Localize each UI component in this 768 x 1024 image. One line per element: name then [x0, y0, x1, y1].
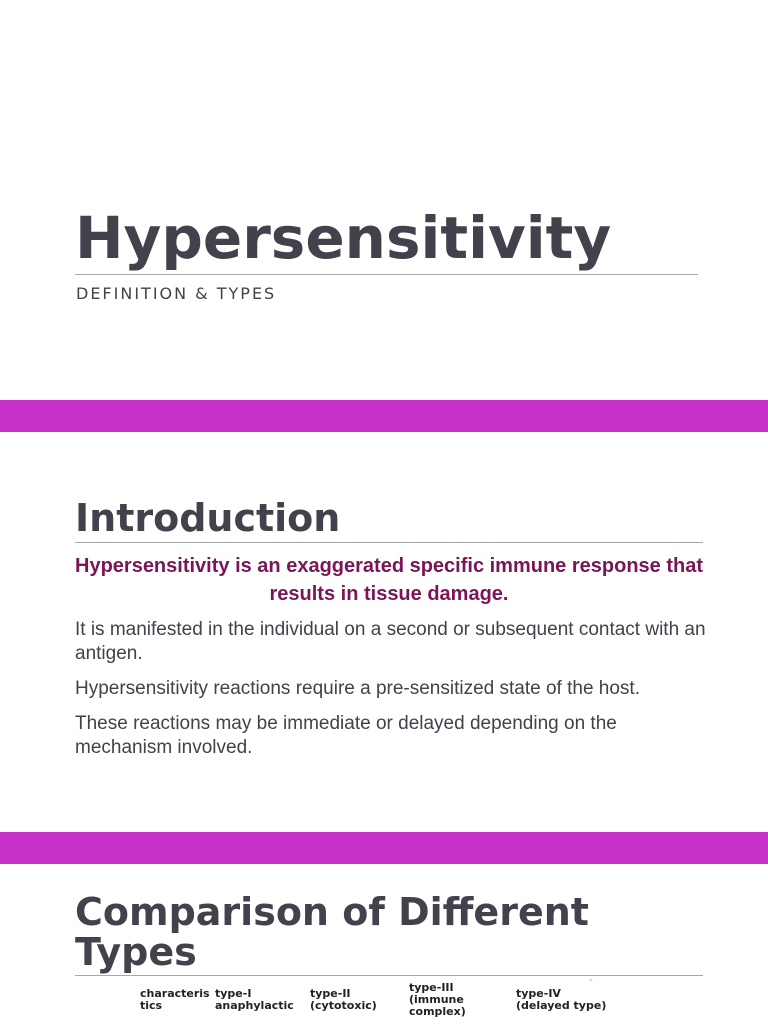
introduction-slide — [0, 432, 768, 832]
introduction-divider — [75, 542, 703, 543]
title-slide — [0, 0, 768, 400]
comparison-title: Comparison of Different Types — [75, 890, 589, 974]
body-paragraph: These reactions may be immediate or delayed depending on the mechanism involved. — [75, 713, 617, 758]
presentation-subtitle: DEFINITION & TYPES — [76, 284, 277, 303]
table-header-cell: type-IV (delayed type) — [516, 987, 607, 1012]
table-header-cell: characteris tics — [140, 987, 210, 1012]
body-paragraph: It is manifested in the individual on a second or subsequent contact with an antigen. — [75, 619, 706, 664]
definition-text: Hypersensitivity is an exaggerated specific immune response that results in tissue damage. — [75, 555, 704, 605]
comparison-divider — [75, 975, 703, 976]
table-header-cell: type-II (cytotoxic) — [310, 987, 377, 1012]
comparison-table-header — [0, 978, 768, 1024]
presentation-title: Hypersensitivity — [75, 204, 612, 272]
table-header-cell: type-I anaphylactic — [215, 987, 294, 1012]
slide-separator-band — [0, 400, 768, 432]
body-paragraph: Hypersensitivity reactions require a pre-sensitized state of the host. — [75, 678, 640, 699]
introduction-title: Introduction — [75, 496, 341, 540]
stray-mark-icon: ¨ — [589, 979, 593, 988]
slide-separator-band — [0, 832, 768, 864]
introduction-body — [75, 618, 715, 771]
comparison-slide — [0, 864, 768, 1024]
table-header-cell: type-III (immune complex) — [409, 981, 466, 1018]
title-divider — [75, 274, 698, 275]
